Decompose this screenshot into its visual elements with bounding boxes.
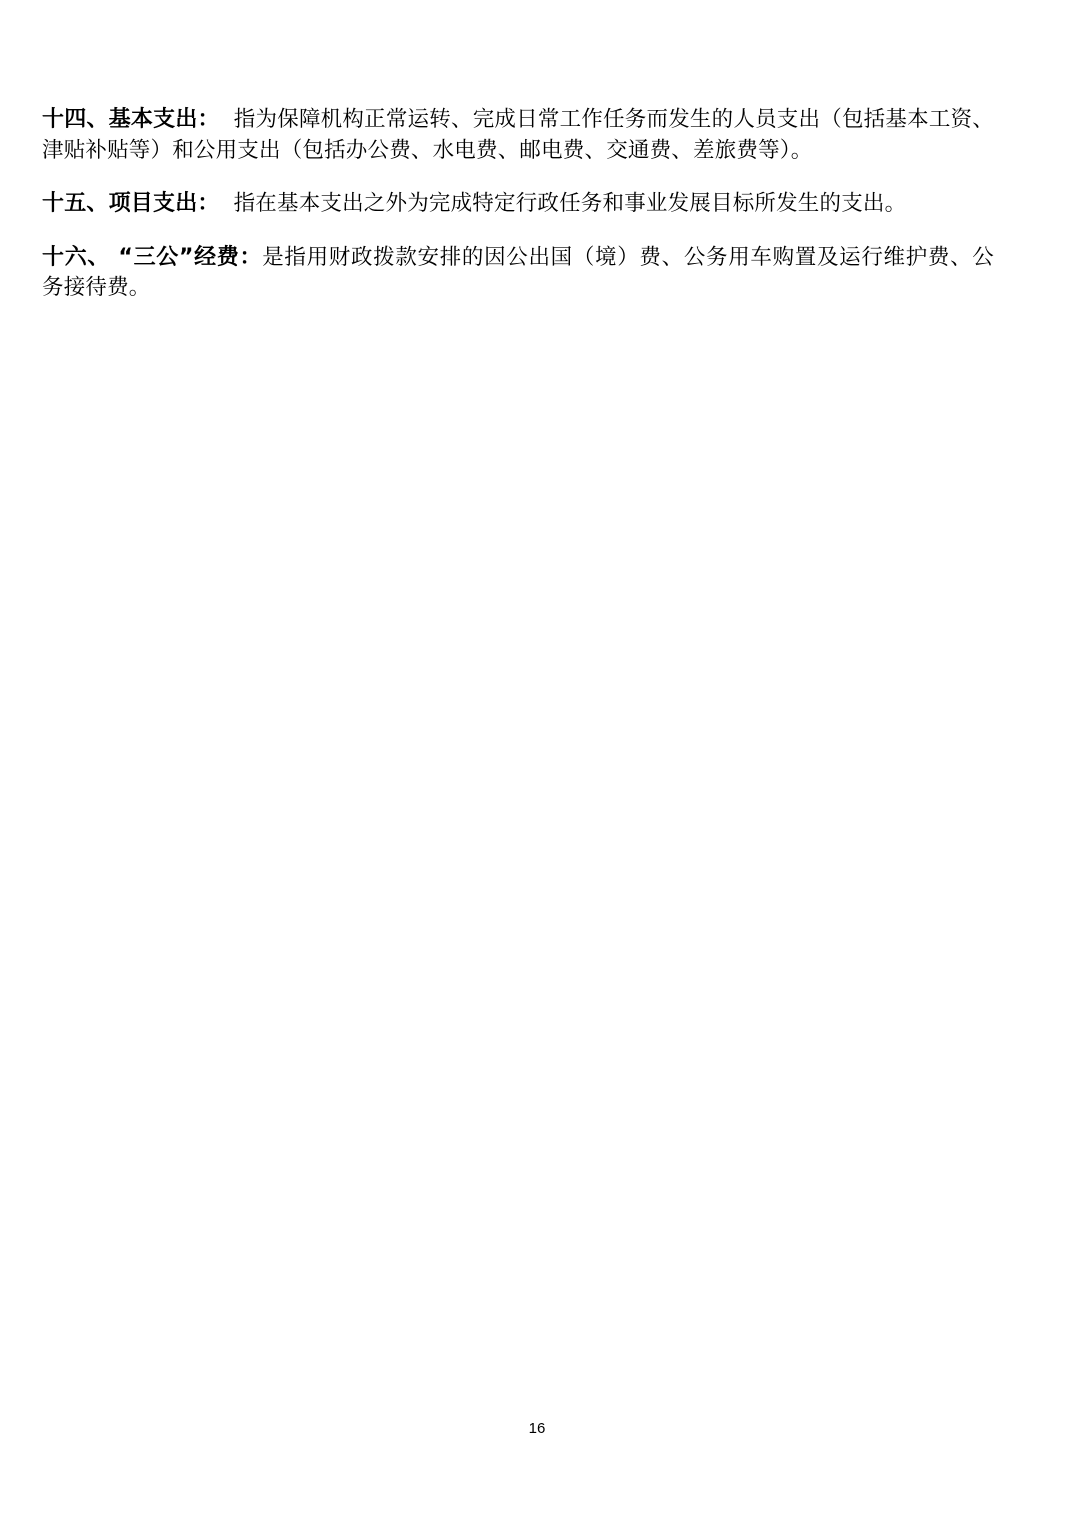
paragraph-lead-item-14: 十四、基本支出： <box>42 107 220 132</box>
document-body <box>42 104 994 304</box>
page-number: 16 <box>528 1420 546 1437</box>
paragraph-text-item-16: 是指用财政拨款安排的因公出国（境）费、公务用车购置及运行维护费、公务接待费。 <box>42 244 995 301</box>
paragraph-text-item-15: 指在基本支出之外为完成特定行政任务和事业发展目标所发生的支出。 <box>233 191 907 217</box>
paragraph-text-item-14: 指为保障机构正常运转、完成日常工作任务而发生的人员支出（包括基本工资、津贴补贴等）和公用支出（包括办公费、水电费、邮电费、交通费、差旅费等）。 <box>42 107 994 163</box>
paragraph-lead-item-16: 十六、 “三公”经费： <box>42 244 263 270</box>
paragraph-item-14 <box>42 104 994 166</box>
paragraph-lead-item-15: 十五、项目支出： <box>42 191 220 217</box>
paragraph-item-15 <box>42 188 994 220</box>
paragraph-item-16 <box>42 242 994 304</box>
